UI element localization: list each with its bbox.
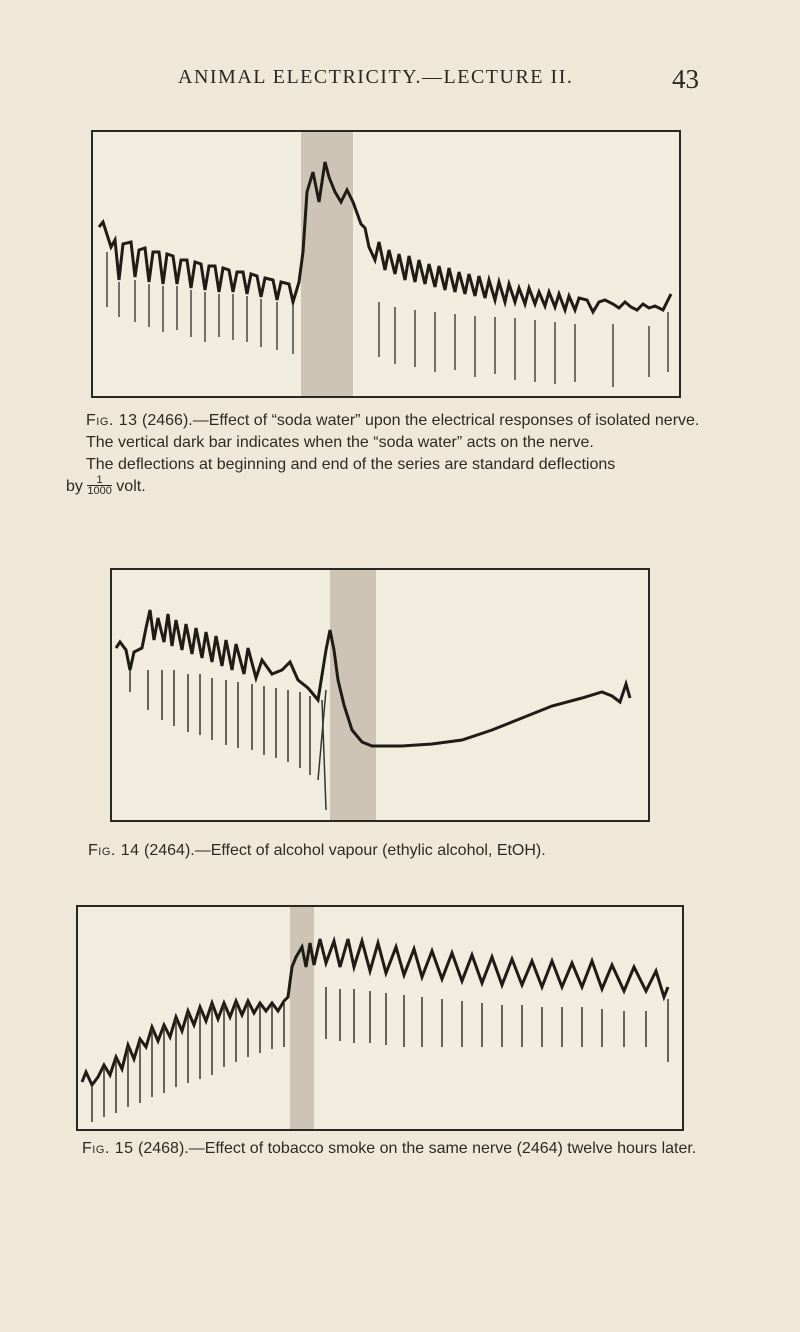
figure-15-title: (2468).—Effect of tobacco smoke on the same nerve (2464) twelve hours later. bbox=[138, 1140, 697, 1157]
figure-13-trace bbox=[91, 130, 681, 398]
figure-14-caption-line bbox=[88, 840, 728, 862]
figure-15-graphic bbox=[78, 907, 682, 1129]
figure-13-caption-line-2: The deflections at beginning and end of the series are standard deflections bbox=[86, 456, 616, 473]
figure-13-baseline-trace bbox=[99, 162, 671, 312]
alcohol-vapour-bar bbox=[330, 570, 376, 820]
running-head: ANIMAL ELECTRICITY.—LECTURE II. bbox=[178, 66, 574, 88]
fraction-denominator: 1000 bbox=[87, 485, 112, 497]
page-header bbox=[0, 66, 800, 96]
figure-13-deflection-ticks bbox=[107, 252, 668, 387]
figure-14-trace bbox=[110, 568, 650, 822]
fraction-one-thousandth bbox=[87, 476, 111, 496]
figure-14-caption bbox=[88, 840, 728, 862]
tobacco-smoke-bar bbox=[290, 907, 314, 1129]
caption-volt-text: volt. bbox=[116, 478, 146, 495]
page-number: 43 bbox=[672, 64, 699, 94]
figure-13-caption-line-3 bbox=[66, 476, 726, 498]
figure-14-title: (2464).—Effect of alcohol vapour (ethylic alcohol, EtOH). bbox=[144, 842, 546, 859]
fraction-numerator: 1 bbox=[96, 474, 103, 486]
caption-by-text: by bbox=[66, 478, 83, 495]
figure-15-trace bbox=[76, 905, 684, 1131]
figure-15-caption bbox=[62, 1138, 712, 1160]
figure-13-caption-title-line bbox=[66, 410, 726, 432]
figure-13-caption bbox=[66, 410, 726, 498]
figure-15-caption-line bbox=[62, 1138, 712, 1160]
figure-15-trace-line bbox=[82, 939, 668, 1085]
figure-13-label: Fig. 13 bbox=[86, 412, 138, 429]
figure-13-caption-line-1: The vertical dark bar indicates when the “soda water” acts on the nerve. bbox=[86, 434, 594, 451]
figure-14-graphic bbox=[112, 570, 648, 820]
figure-14-deflection-ticks bbox=[130, 670, 326, 810]
figure-14-label: Fig. 14 bbox=[88, 842, 140, 859]
figure-15-label: Fig. 15 bbox=[82, 1140, 134, 1157]
figure-15-deflection-ticks bbox=[92, 987, 668, 1122]
figure-13-title: (2466).—Effect of “soda water” upon the electrical responses of isolated nerve. bbox=[142, 412, 700, 429]
figure-13-graphic bbox=[93, 132, 679, 396]
